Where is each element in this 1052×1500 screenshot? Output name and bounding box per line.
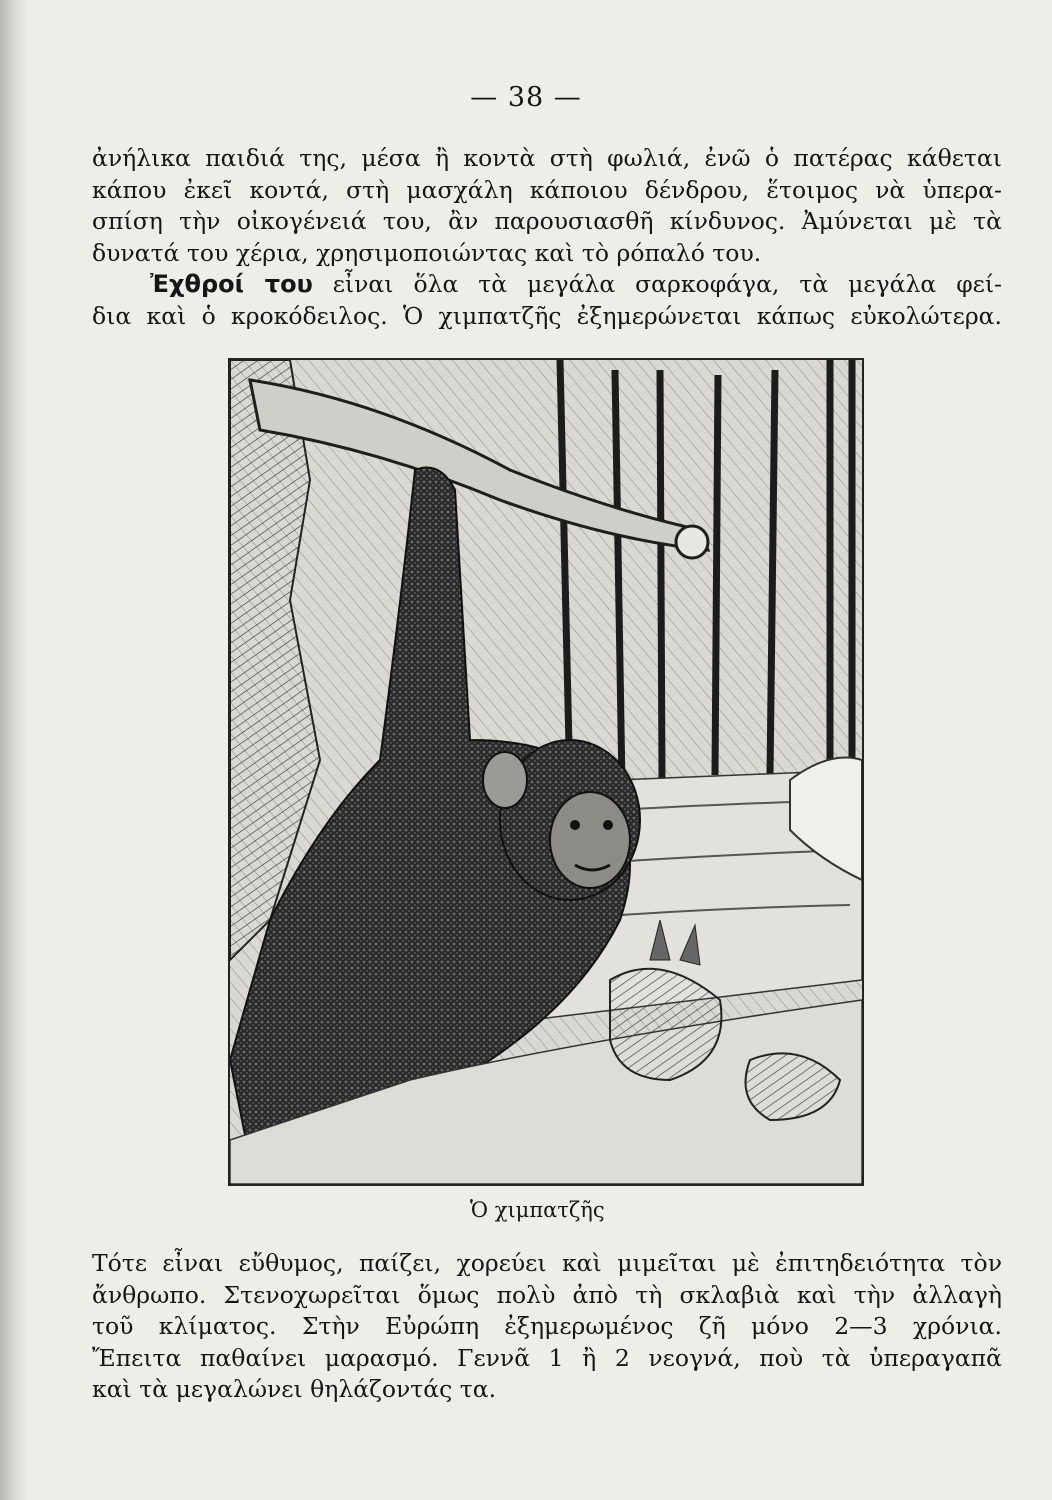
body-text-bottom: [92, 1248, 1002, 1406]
body-text-top: [92, 143, 1002, 333]
text-line: Ἔπειτα παθαίνει μαρασμό. Γεννᾶ 1 ἢ 2 νεογνά, ποὺ τὰ ὑπεραγαπᾶ: [92, 1343, 1002, 1372]
page-edge-shadow: [0, 0, 28, 1500]
text-line: τοῦ κλίματος. Στὴν Εὐρώπη ἐξημερωμένος ζῆ μόνο 2—3 χρόνια.: [92, 1312, 1002, 1341]
text-line: ἀνήλικα παιδιά της, μέσα ἢ κοντὰ στὴ φωλιά, ἐνῶ ὁ πατέρας κάθεται: [92, 144, 1002, 172]
bold-lead-term: Ἐχθροί του: [150, 270, 313, 299]
text-line: Τότε εἶναι εὔθυμος, παίζει, χορεύει καὶ μιμεῖται μὲ ἐπιτηδειότητα τὸν: [92, 1249, 1002, 1277]
page-number: — 38 —: [470, 82, 582, 113]
text-line: ἄνθρωπο. Στενοχωρεῖται ὅμως πολὺ ἀπὸ τὴ σκλαβιὰ καὶ τὴν ἀλλαγὴ: [92, 1280, 1002, 1309]
text-line: [92, 269, 1002, 301]
figure-caption: Ὁ χιμπατζῆς: [470, 1198, 605, 1222]
chimpanzee-engraving-icon: [230, 360, 862, 1184]
text-line: κάπου ἐκεῖ κοντά, στὴ μασχάλη κάποιου δένδρου, ἕτοιμος νὰ ὑπερα-: [92, 175, 1002, 204]
text-line: δυνατά του χέρια, χρησιμοποιώντας καὶ τὸ ρόπαλό του.: [92, 238, 762, 267]
chimpanzee-engraving-illustration: [228, 358, 864, 1186]
text-line: σπίση τὴν οἰκογένειά του, ἂν παρουσιασθῆ κίνδυνος. Ἀμύνεται μὲ τὰ: [92, 207, 1002, 236]
text-line: καὶ τὰ μεγαλώνει θηλάζοντάς τα.: [92, 1375, 497, 1404]
text-line: δια καὶ ὁ κροκόδειλος. Ὁ χιμπατζῆς ἐξημερώνεται κάπως εὐκολώτερα.: [92, 301, 1002, 330]
text-fragment: εἶναι ὅλα τὰ μεγάλα σαρκοφάγα, τὰ μεγάλα φεί-: [332, 270, 1002, 299]
